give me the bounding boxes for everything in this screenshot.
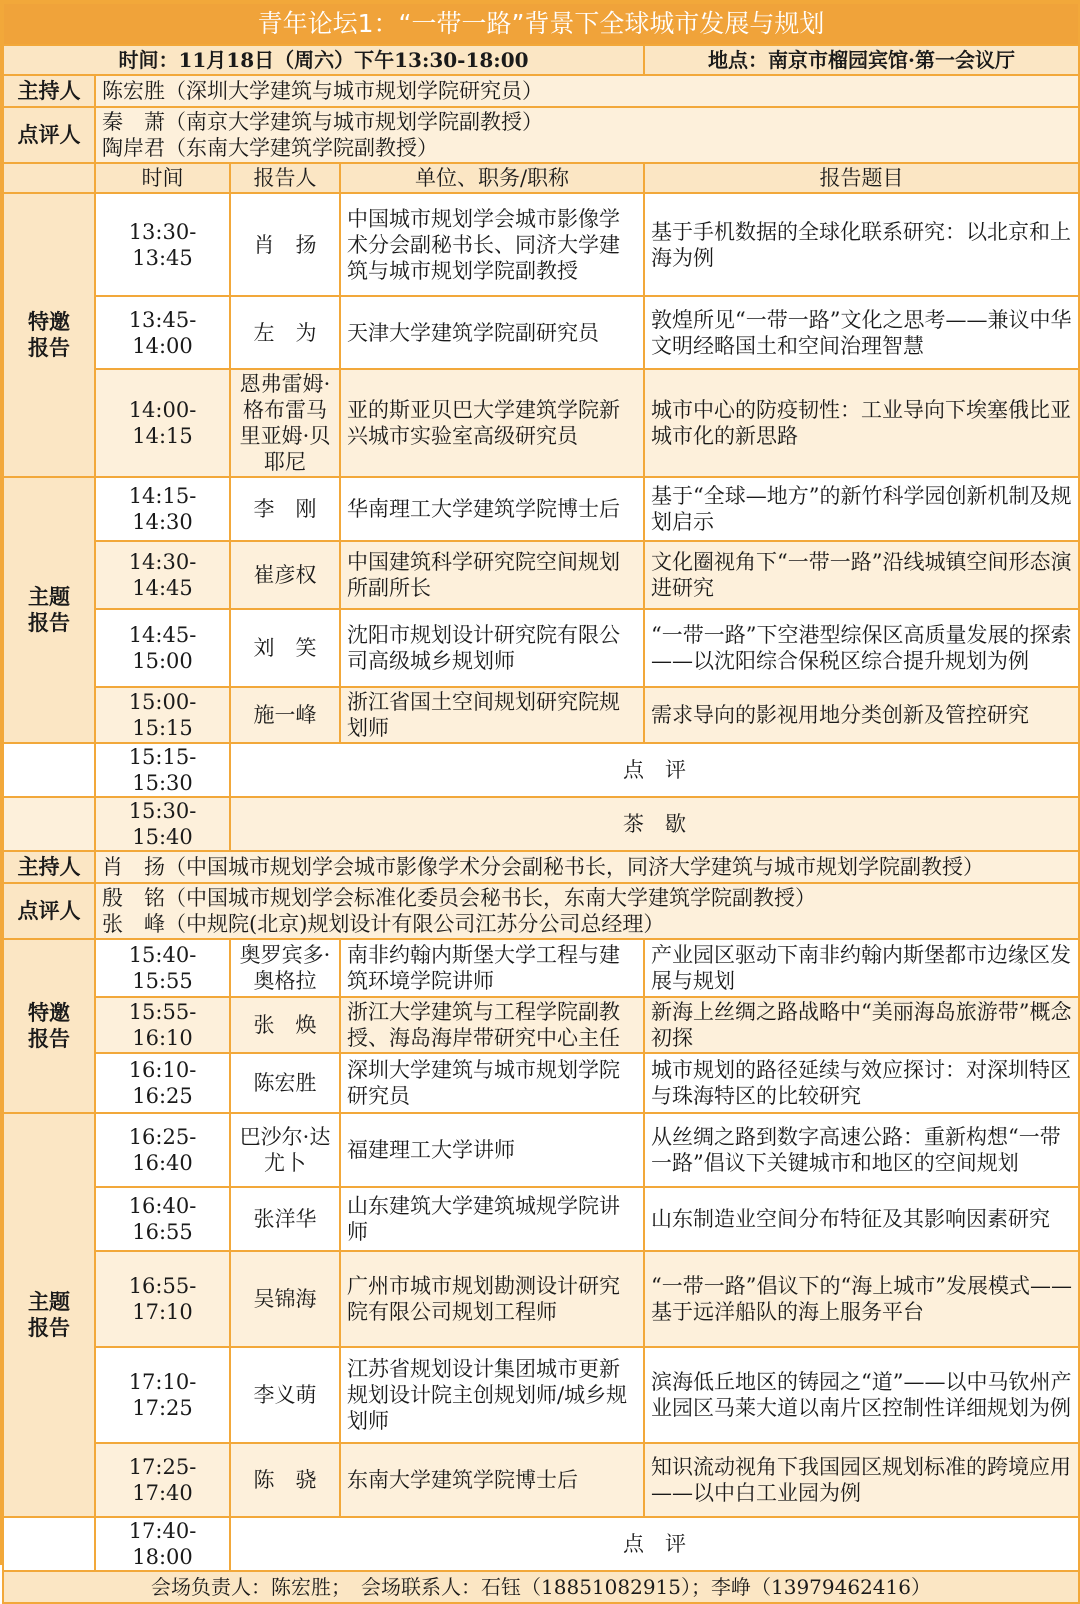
special-report-label: 特邀报告	[3, 193, 95, 477]
program-table	[2, 2, 1080, 1604]
special-report-label-2: 特邀报告	[3, 939, 95, 1113]
host-label: 主持人	[3, 75, 95, 107]
review-row: 15:15-15:30 点 评	[3, 743, 1079, 797]
table-row: 特邀报告 13:30-13:45 肖 扬 中国城市规划学会城市影像学术分会副秘书长、同济大学建筑与城市规划学院副教授 基于手机数据的全球化联系研究：以北京和上海为例	[3, 193, 1079, 296]
host-label-2: 主持人	[3, 851, 95, 883]
table-row: 15:00-15:15 施一峰 浙江省国土空间规划研究院规划师 需求导向的影视用地分类创新及管控研究	[3, 687, 1079, 743]
table-row: 主题报告 14:15-14:30 李 刚 华南理工大学建筑学院博士后 基于“全球—地方”的新竹科学园创新机制及规划启示	[3, 477, 1079, 541]
table-row: 14:00-14:15 恩弗雷姆·格布雷马里亚姆·贝耶尼 亚的斯亚贝巴大学建筑学院新兴城市实验室高级研究员 城市中心的防疫韧性：工业导向下埃塞俄比亚城市化的新思路	[3, 369, 1079, 477]
time-info: 时间：11月18日（周六）下午13:30-18:00	[3, 45, 644, 75]
table-header	[3, 163, 1079, 193]
forum-title: 青年论坛1：“一带一路”背景下全球城市发展与规划	[3, 3, 1079, 45]
reviewer-label-2: 点评人	[3, 883, 95, 939]
place-info: 地点：南京市榴园宾馆·第一会议厅	[644, 45, 1079, 75]
table-row: 16:55-17:10 吴锦海 广州市城市规划勘测设计研究院有限公司规划工程师 “一带一路”倡议下的“海上城市”发展模式——基于远洋船队的海上服务平台	[3, 1251, 1079, 1347]
theme-report-label: 主题报告	[3, 477, 95, 743]
header-topic: 报告题目	[644, 163, 1079, 193]
reviewer-label: 点评人	[3, 107, 95, 163]
table-row: 主题报告 16:25-16:40 巴沙尔·达尤卜 福建理工大学讲师 从丝绸之路到数字高速公路：重新构想“一带一路”倡议下关键城市和地区的空间规划	[3, 1113, 1079, 1187]
header-speaker: 报告人	[230, 163, 340, 193]
header-time: 时间	[95, 163, 230, 193]
table-row: 17:10-17:25 李义萌 江苏省规划设计集团城市更新规划设计院主创规划师/城乡规划师 滨海低丘地区的铸园之“道”——以中马钦州产业园区马莱大道以南片区控制性详细规划为例	[3, 1347, 1079, 1443]
reviewer-value-2: 殷 铭（中国城市规划学会标准化委员会秘书长，东南大学建筑学院副教授） 张 峰（中规院(北京)规划设计有限公司江苏分公司总经理）	[95, 883, 1079, 939]
tea-break-row: 15:30-15:40 茶 歇	[3, 797, 1079, 851]
table-row: 特邀报告 15:40-15:55 奥罗宾多·奥格拉 南非约翰内斯堡大学工程与建筑环境学院讲师 产业园区驱动下南非约翰内斯堡都市边缘区发展与规划	[3, 939, 1079, 997]
table-row: 15:55-16:10 张 焕 浙江大学建筑与工程学院副教授、海岛海岸带研究中心主任 新海上丝绸之路战略中“美丽海岛旅游带”概念初探	[3, 997, 1079, 1053]
reviewer-value: 秦 萧（南京大学建筑与城市规划学院副教授） 陶岸君（东南大学建筑学院副教授）	[95, 107, 1079, 163]
header-unit: 单位、职务/职称	[340, 163, 644, 193]
table-row: 16:10-16:25 陈宏胜 深圳大学建筑与城市规划学院研究员 城市规划的路径延续与效应探讨：对深圳特区与珠海特区的比较研究	[3, 1053, 1079, 1113]
table-row: 13:45-14:00 左 为 天津大学建筑学院副研究员 敦煌所见“一带一路”文化之思考——兼议中华文明经略国土和空间治理智慧	[3, 296, 1079, 369]
table-row: 14:30-14:45 崔彦权 中国建筑科学研究院空间规划所副所长 文化圈视角下“一带一路”沿线城镇空间形态演进研究	[3, 541, 1079, 609]
table-row: 17:25-17:40 陈 骁 东南大学建筑学院博士后 知识流动视角下我国园区规划标准的跨境应用——以中白工业园为例	[3, 1443, 1079, 1517]
footer-contacts: 会场负责人：陈宏胜； 会场联系人：石钰（18851082915）；李峥（13979462416）	[3, 1571, 1079, 1603]
table-row: 16:40-16:55 张洋华 山东建筑大学建筑城规学院讲师 山东制造业空间分布特征及其影响因素研究	[3, 1187, 1079, 1251]
host-value: 陈宏胜（深圳大学建筑与城市规划学院研究员）	[95, 75, 1079, 107]
theme-report-label-2: 主题报告	[3, 1113, 95, 1517]
review-row-2: 17:40-18:00 点 评	[3, 1517, 1079, 1571]
host-value-2: 肖 扬（中国城市规划学会城市影像学术分会副秘书长，同济大学建筑与城市规划学院副教授）	[95, 851, 1079, 883]
table-row: 14:45-15:00 刘 笑 沈阳市规划设计研究院有限公司高级城乡规划师 “一带一路”下空港型综保区高质量发展的探索——以沈阳综合保税区综合提升规划为例	[3, 609, 1079, 687]
